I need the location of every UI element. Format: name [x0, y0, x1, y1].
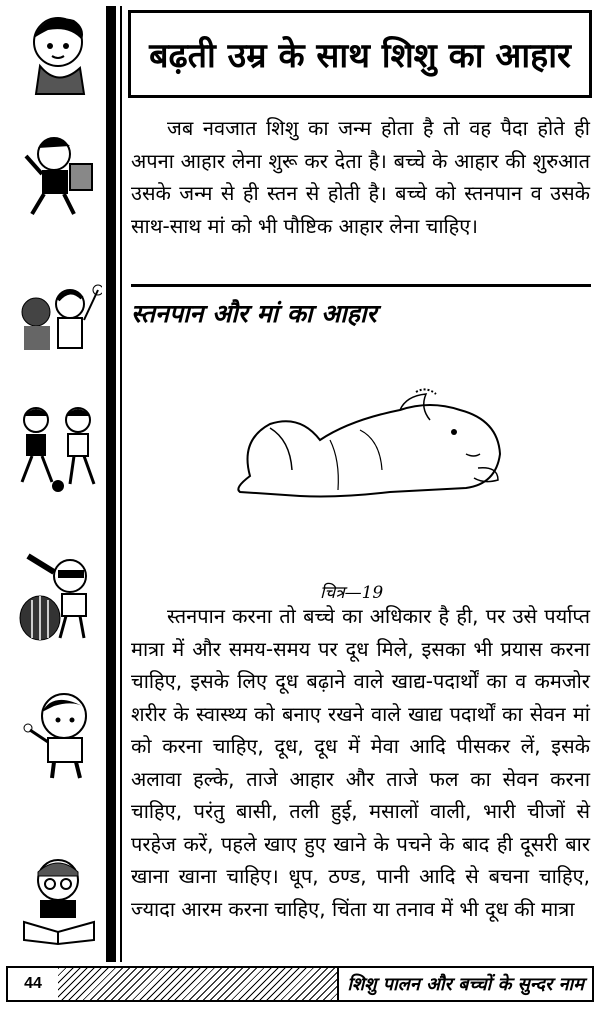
section-divider — [131, 284, 591, 287]
section-heading: स्तनपान और मां का आहार — [131, 299, 377, 328]
footer-hatch-pattern — [58, 968, 337, 1000]
intro-paragraph: जब नवजात शिशु का जन्म होता है तो वह पैदा होते ही अपना आहार लेना शुरू कर देता है। बच्चे के आहार की शुरुआत उसके जन्म से ही स्तन से होती है। बच्चे को स्तनपान व उसके साथ-साथ मां को भी पौष्टिक आहार लेना चाहिए। — [131, 116, 590, 238]
book-title: शिशु पालन और बच्चों के सुन्दर नाम — [337, 968, 592, 1000]
child-reading-icon — [14, 852, 102, 946]
child-icon — [14, 686, 102, 782]
boys-with-ball-icon — [14, 402, 102, 494]
child-with-bag-icon — [14, 130, 102, 220]
margin-border-thin — [120, 6, 122, 962]
margin-illustration-strip — [0, 0, 104, 965]
child-with-watermelon-icon — [14, 552, 102, 644]
chapter-title: बढ़ती उम्र के साथ शिशु का आहार — [149, 36, 571, 76]
figure-caption: चित्र—19 — [320, 583, 384, 603]
children-playing-icon — [14, 282, 102, 358]
body-paragraph: स्तनपान करना तो बच्चे का अधिकार है ही, पर उसे पर्याप्त मात्रा में और समय-समय पर दूध मिले, इसका भी प्रयास करना चाहिए, इसके लिए दूध बढ़ाने वाले खाद्य-पदार्थों का व कमजोर शरीर के स्वास्थ्य को बनाए रखने वाले खाद्य पदार्थों का सेवन मां को करना चाहिए, दूध, दूध में मेवा आदि पीसकर लें, इसके अलावा हल्के, ताजे आहार और ताजे फल का सेवन करना चाहिए, परंतु बासी, तली हुई, मसालों वाली, भारी चीजों से परहेज करें, पहले खाए हुए खाने के पचने के बाद ही दूसरी बार खाना खाना चाहिए। धूप, ठण्ड, पानी आदि से बचना चाहिए, ज्यादा आरम करना चाहिए, चिंता या तनाव में भी दूध की मात्रा — [131, 604, 590, 921]
page-footer — [6, 966, 594, 1002]
child-icon — [14, 8, 102, 100]
page-number: 44 — [24, 975, 42, 992]
margin-border-thick — [106, 6, 116, 962]
chapter-title-box — [128, 10, 592, 98]
sleeping-baby-illustration — [230, 380, 520, 510]
